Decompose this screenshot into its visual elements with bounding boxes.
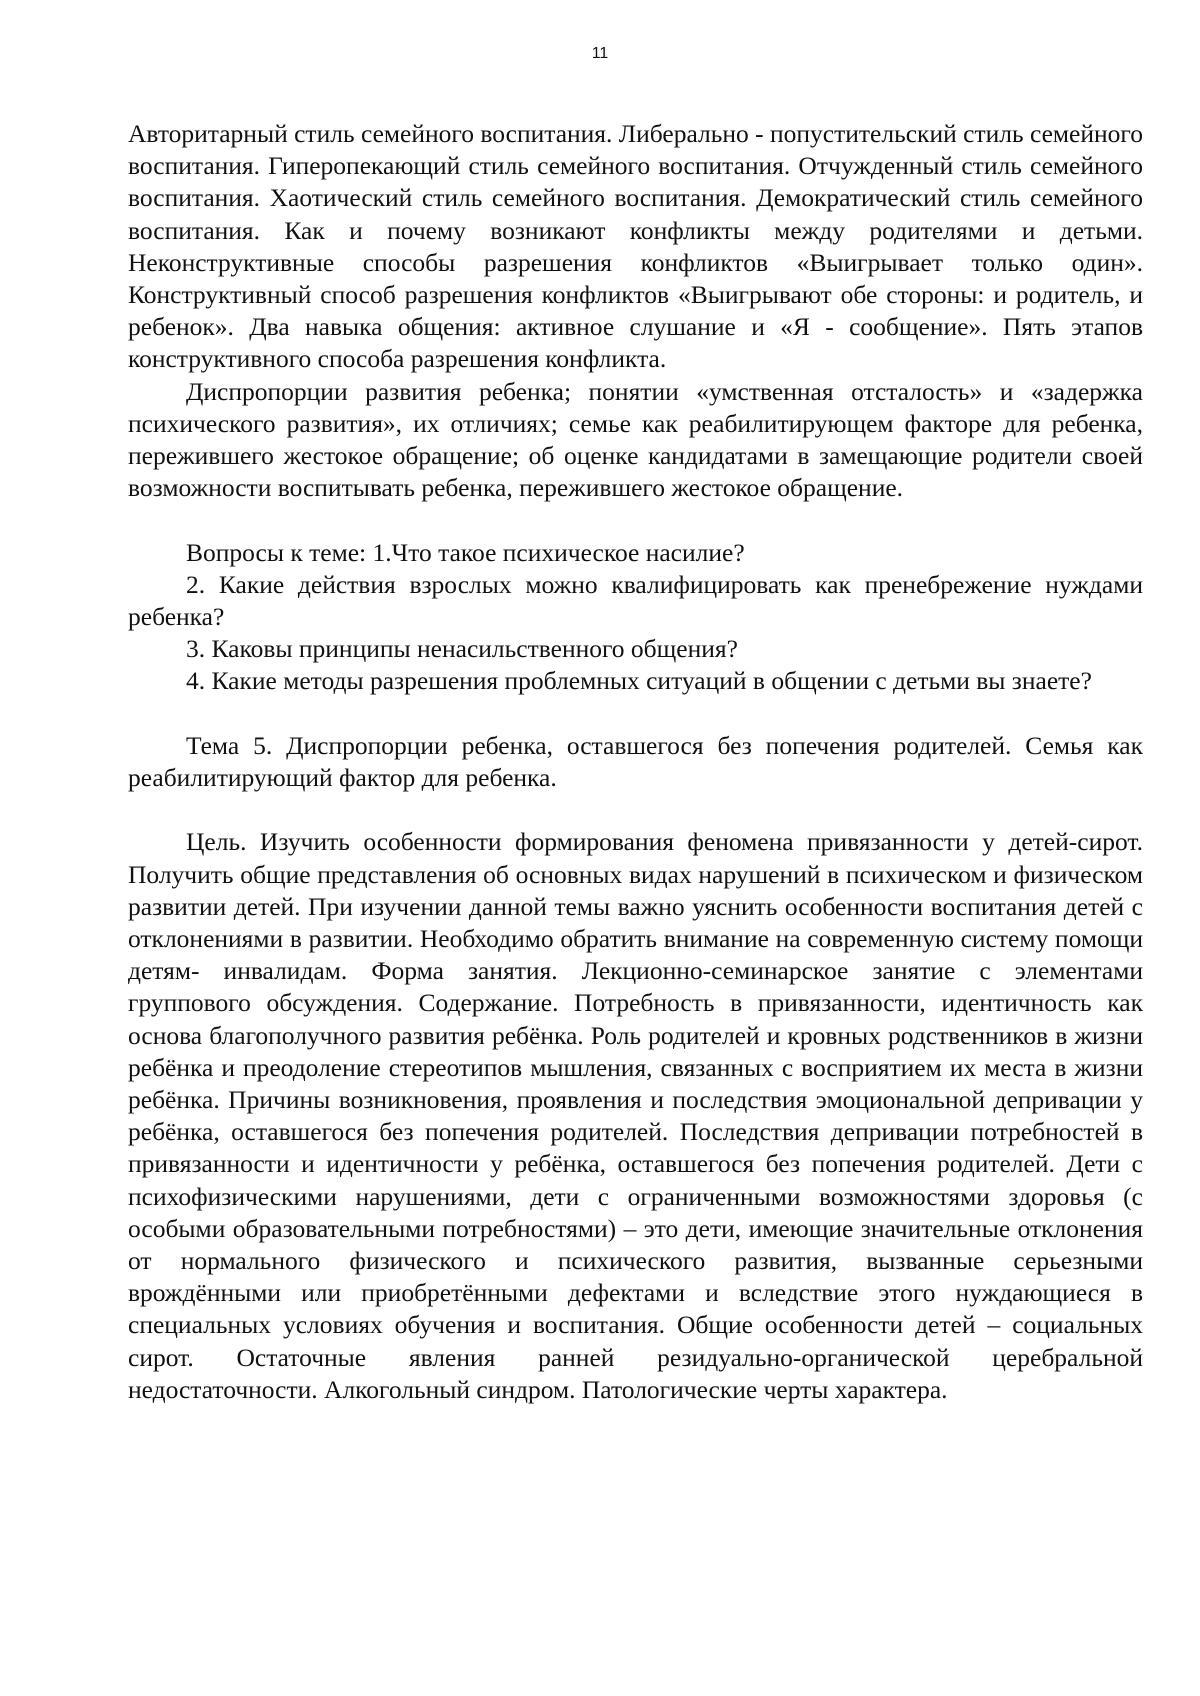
page-number: 11 xyxy=(591,45,609,62)
questions-intro: Вопросы к теме: 1.Что такое психическое насилие? xyxy=(186,537,745,567)
question-4: 4. Какие методы разрешения проблемных ситуаций в общении с детьми вы знаете? xyxy=(186,666,1092,696)
question-3: 3. Каковы принципы ненасильственного общения? xyxy=(186,634,738,664)
paragraph-disproportions: Диспропорции развития ребенка; понятии «умственная отсталость» и «задержка психического развития», их отличиях; семье как реабилитирующем факторе для ребенка, пережившего жестокое обращение; об оценке кандидатами в замещающие родители своей возможности воспитывать ребенка, пережившего жестокое обращение. xyxy=(128,376,1143,503)
spacer xyxy=(128,504,1143,536)
paragraph-family-styles: Авторитарный стиль семейного воспитания. Либерально - попустительский стиль семейного воспитания. Гиперопекающий стиль семейного воспитания. Отчужденный стиль семейного воспитания. Хаотический стиль семейного воспитания. Демократический стиль семейного воспитания. Как и почему возникают конфликты между родителями и детьми. Неконструктивные способы разрешения конфликтов «Выигрывает только один». Конструктивный способ разрешения конфликтов «Выигрывают обе стороны: и родитель, и ребенок». Два навыка общения: активное слушание и «Я - сообщение». Пять этапов конструктивного способа разрешения конфликта. xyxy=(128,119,1143,374)
topic-5-heading: Тема 5. Диспропорции ребенка, оставшегося без попечения родителей. Семья как реабилитирующий фактор для ребенка. xyxy=(128,730,1143,793)
paragraph-goal: Цель. Изучить особенности формирования феномена привязанности у детей-сирот. Получить общие представления об основных видах нарушений в психическом и физическом развитии детей. При изучении данной темы важно уяснить особенности воспитания детей с отклонениями в развитии. Необходимо обратить внимание на современную систему помощи детям- инвалидам. Форма занятия. Лекционно-семинарское занятие с элементами группового обсуждения. Содержание. Потребность в привязанности, идентичность как основа благополучного развития ребёнка. Роль родителей и кровных родственников в жизни ребёнка и преодоление стереотипов мышления, связанных с восприятием их места в жизни ребёнка. Причины возникновения, проявления и последствия эмоциональной депривации у ребёнка, оставшегося без попечения родителей. Последствия депривации потребностей в привязанности и идентичности у ребёнка, оставшегося без попечения родителей. Дети с психофизическими нарушениями, дети с ограниченными возможностями здоровья (с особыми образовательными потребностями) – это дети, имеющие значительные отклонения от нормального физического и психического развития, вызванные серьезными врождёнными или приобретёнными дефектами и вследствие этого нуждающиеся в специальных условиях обучения и воспитания. Общие особенности детей – социальных сирот. Остаточные явления ранней резидуально-органической церебральной недостаточности. Алкогольный синдром. Патологические черты характера. xyxy=(128,827,1143,1404)
document-body xyxy=(128,118,1143,1406)
question-2: 2. Какие действия взрослых можно квалифицировать как пренебрежение нуждами ребенка? xyxy=(128,569,1143,632)
spacer xyxy=(128,698,1143,730)
spacer xyxy=(128,794,1143,826)
